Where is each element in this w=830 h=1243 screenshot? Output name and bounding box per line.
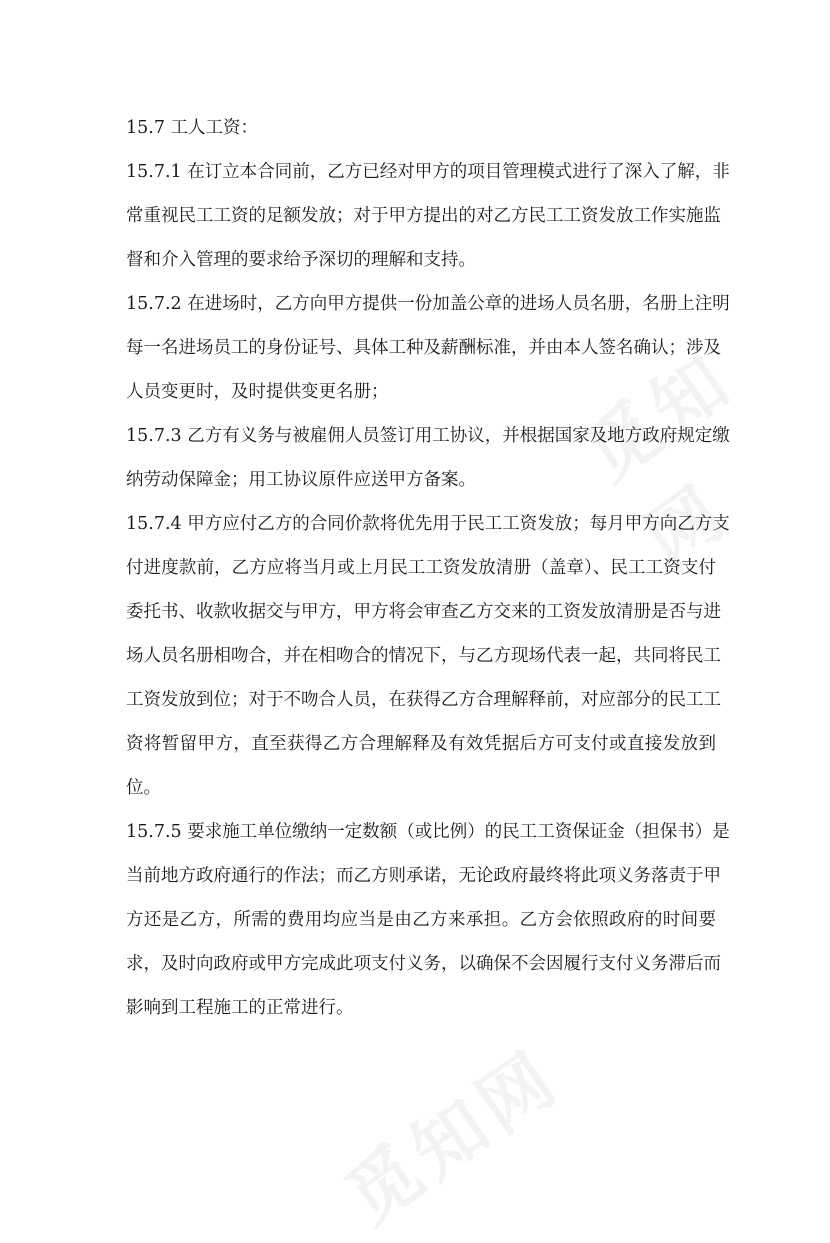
paragraph-line: 15.7.5 要求施工单位缴纳一定数额（或比例）的民工工资保证金（担保书）是	[126, 822, 730, 842]
paragraph-line: 工资发放到位；对于不吻合人员，在获得乙方合理解释前，对应部分的民工工	[126, 690, 721, 710]
paragraph-line: 方还是乙方，所需的费用均应当是由乙方来承担。乙方会依照政府的时间要	[126, 910, 716, 930]
paragraph-line: 15.7.1 在订立本合同前，乙方已经对甲方的项目管理模式进行了深入了解，非	[126, 162, 730, 182]
paragraph-line: 15.7.2 在进场时，乙方向甲方提供一份加盖公章的进场人员名册，名册上注明	[126, 294, 730, 314]
paragraph-line: 常重视民工工资的足额发放；对于甲方提出的对乙方民工工资发放工作实施监	[126, 206, 721, 226]
paragraph-line: 督和介入管理的要求给予深切的理解和支持。	[126, 250, 476, 270]
paragraph-line: 位。	[126, 778, 161, 798]
paragraph-line: 人员变更时，及时提供变更名册；	[126, 382, 389, 402]
watermark: 觅知网	[331, 1033, 576, 1241]
section-heading: 15.7 工人工资：	[126, 118, 259, 138]
paragraph-line: 15.7.3 乙方有义务与被雇佣人员签订用工协议，并根据国家及地方政府规定缴	[126, 426, 730, 446]
paragraph-line: 纳劳动保障金；用工协议原件应送甲方备案。	[126, 470, 476, 490]
paragraph-line: 每一名进场员工的身份证号、具体工种及薪酬标准，并由本人签名确认；涉及	[126, 338, 721, 358]
paragraph-line: 场人员名册相吻合，并在相吻合的情况下，与乙方现场代表一起，共同将民工	[126, 646, 721, 666]
paragraph-line: 求，及时向政府或甲方完成此项支付义务，以确保不会因履行支付义务滞后而	[126, 954, 721, 974]
paragraph-line: 当前地方政府通行的作法；而乙方则承诺，无论政府最终将此项义务落责于甲	[126, 866, 721, 886]
paragraph-line: 委托书、收款收据交与甲方，甲方将会审查乙方交来的工资发放清册是否与进	[126, 602, 721, 622]
paragraph-line: 15.7.4 甲方应付乙方的合同价款将优先用于民工工资发放；每月甲方向乙方支	[126, 514, 730, 534]
paragraph-line: 付进度款前，乙方应将当月或上月民工工资发放清册（盖章）、民工工资支付	[126, 558, 716, 578]
paragraph-line: 影响到工程施工的正常进行。	[126, 998, 354, 1018]
paragraph-line: 资将暂留甲方，直至获得乙方合理解释及有效凭据后方可支付或直接发放到	[126, 734, 716, 754]
watermark: 觅知网	[570, 336, 750, 582]
